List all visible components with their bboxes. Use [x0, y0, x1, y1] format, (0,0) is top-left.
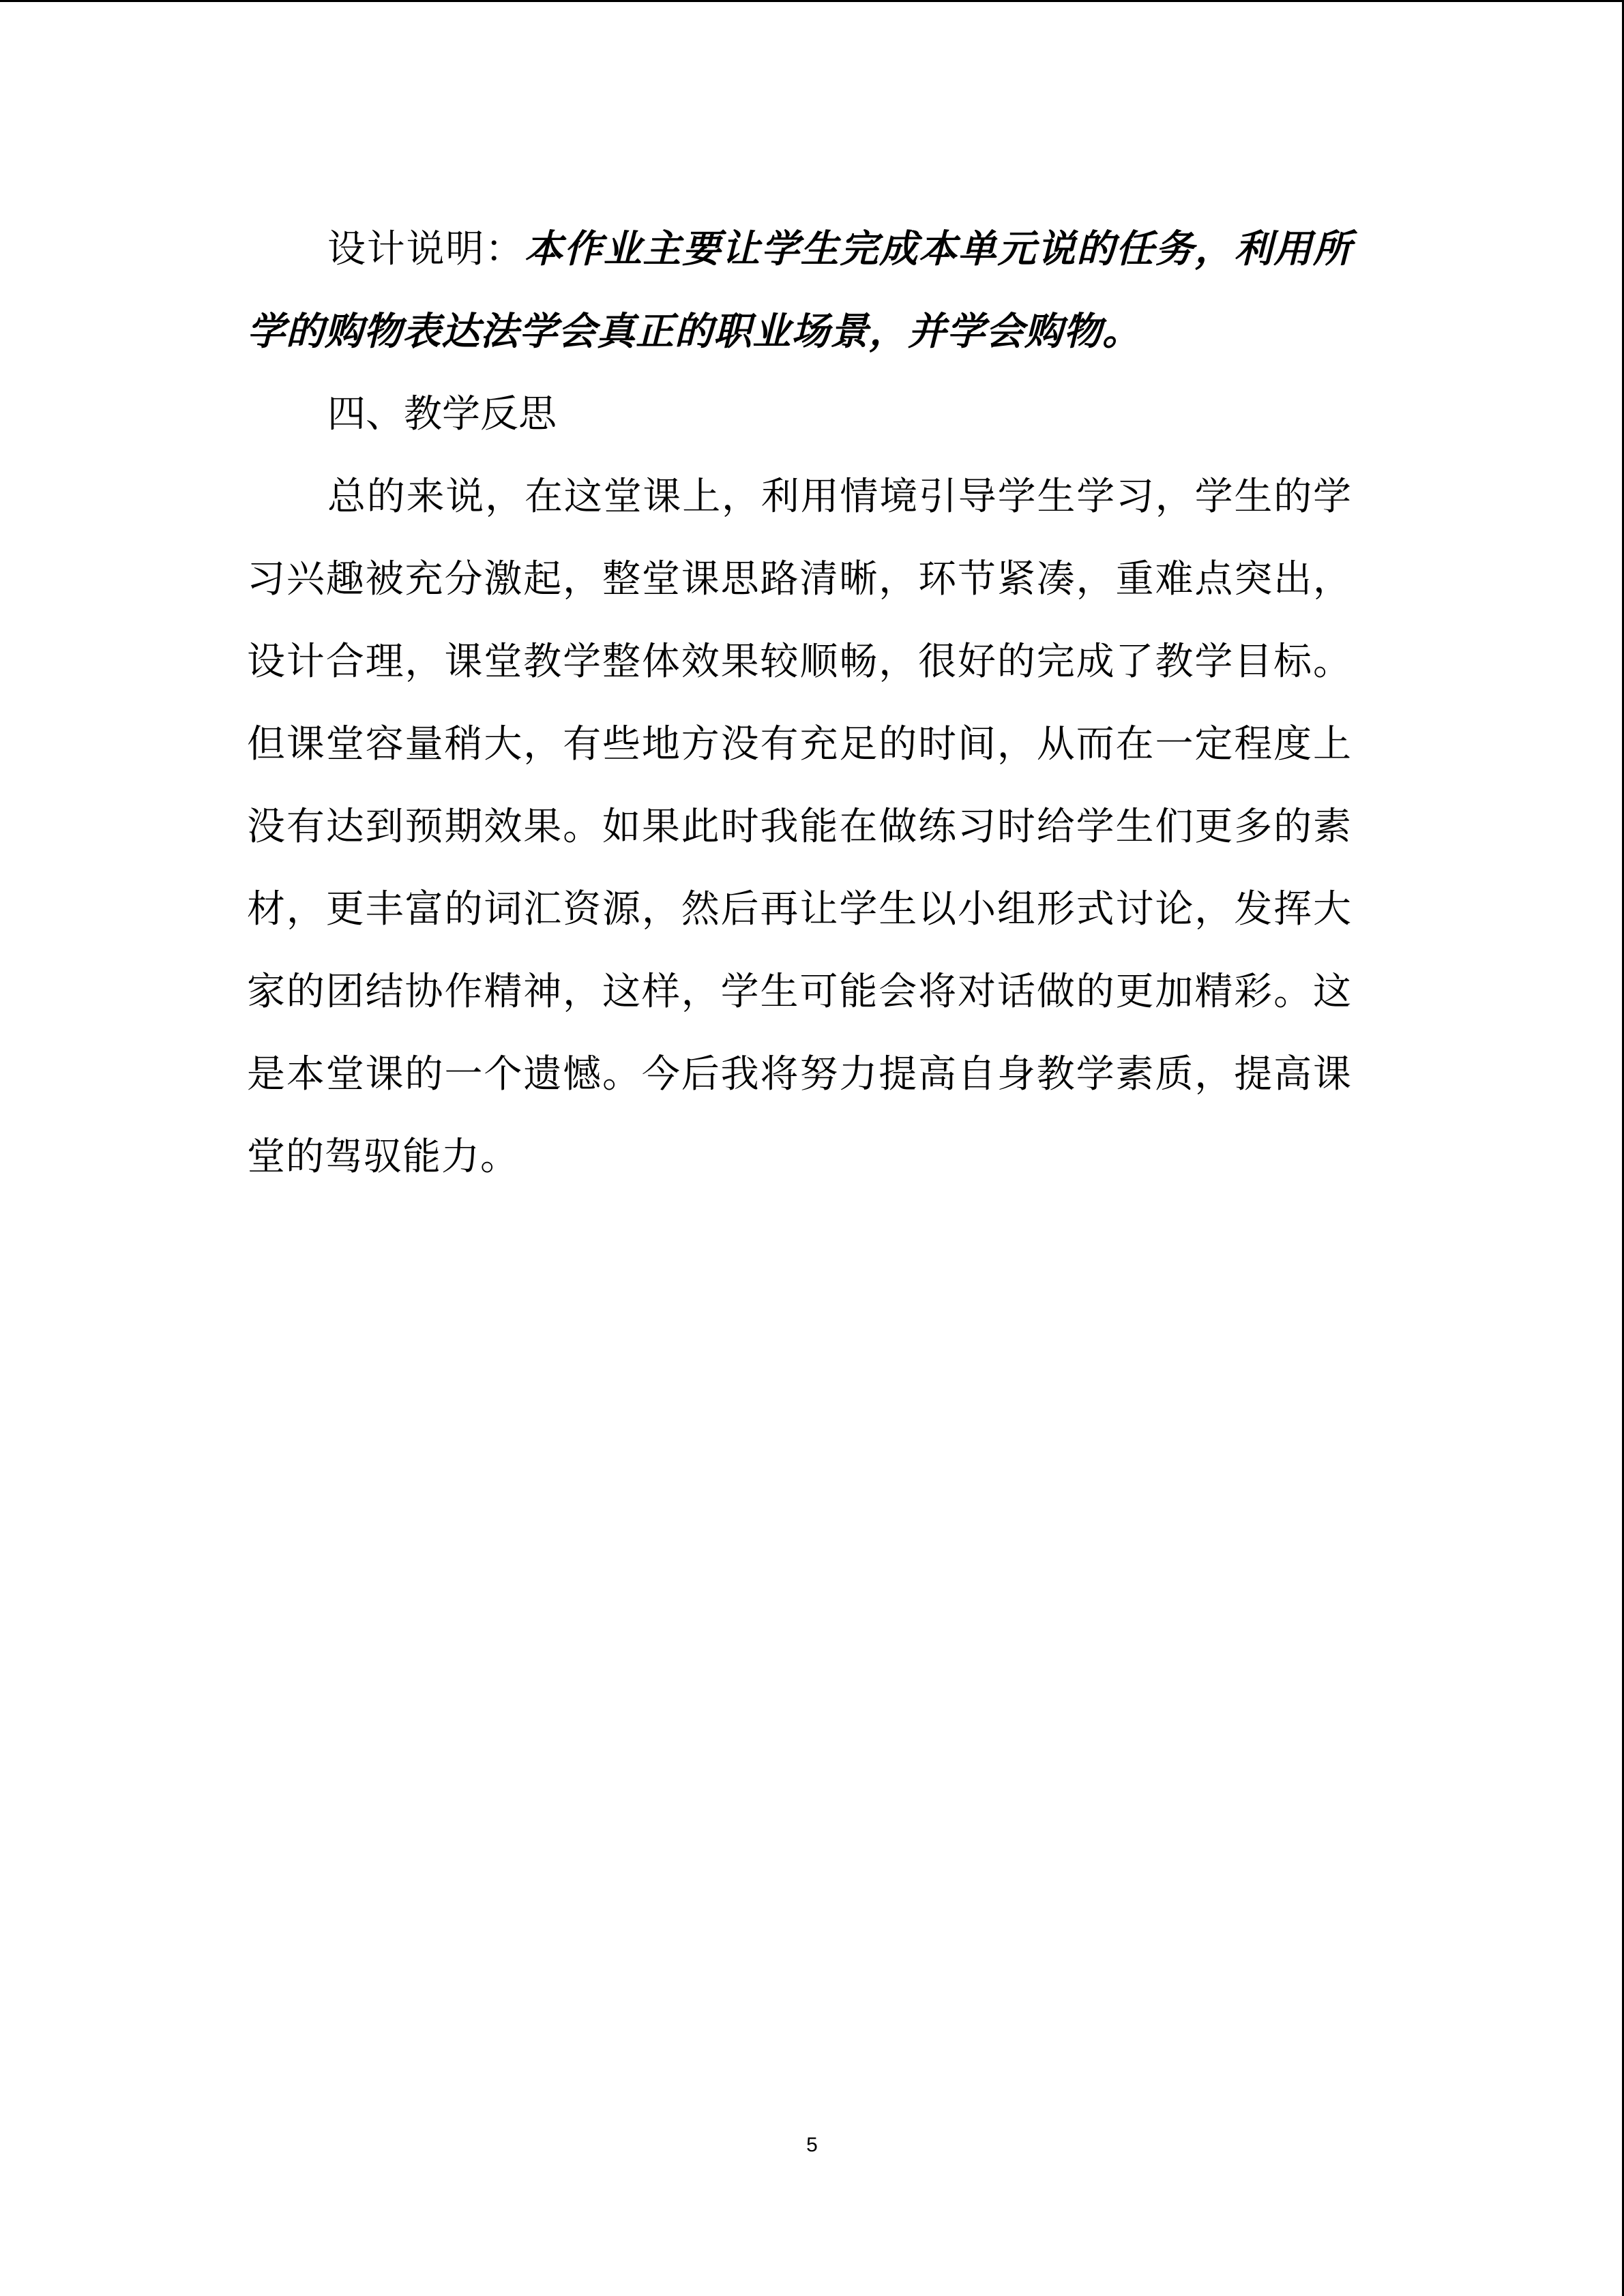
section-heading: 四、教学反思: [327, 392, 557, 436]
reflection-paragraph: 总的来说，在这堂课上，利用情境引导学生学习，学生的学习兴趣被充分激起，整堂课思路清晰，环节紧凑，重难点突出，设计合理，课堂教学整体效果较顺畅，很好的完成了教学目标。但课堂容量稍大，有些地方没有充足的时间，从而在一定程度上没有达到预期效果。如果此时我能在做练习时给学生们更多的素材，更丰富的词汇资源，然后再让学生以小组形式讨论，发挥大家的团结协作精神，这样，学生可能会将对话做的更加精彩。这是本堂课的一个遗憾。今后我将努力提高自身教学素质，提高课堂的驾驭能力。: [247, 475, 1352, 1179]
page-number: 5: [806, 2134, 818, 2156]
design-note-label: 设计说明：: [327, 227, 525, 271]
design-note-text: 本作业主要让学生完成本单元说的任务，利用所学的购物表达法学会真正的职业场景，并学会购物。: [247, 226, 1352, 354]
page-border-top: [0, 0, 1624, 2]
design-note-paragraph: [247, 208, 1352, 373]
document-body: [247, 208, 1352, 1198]
